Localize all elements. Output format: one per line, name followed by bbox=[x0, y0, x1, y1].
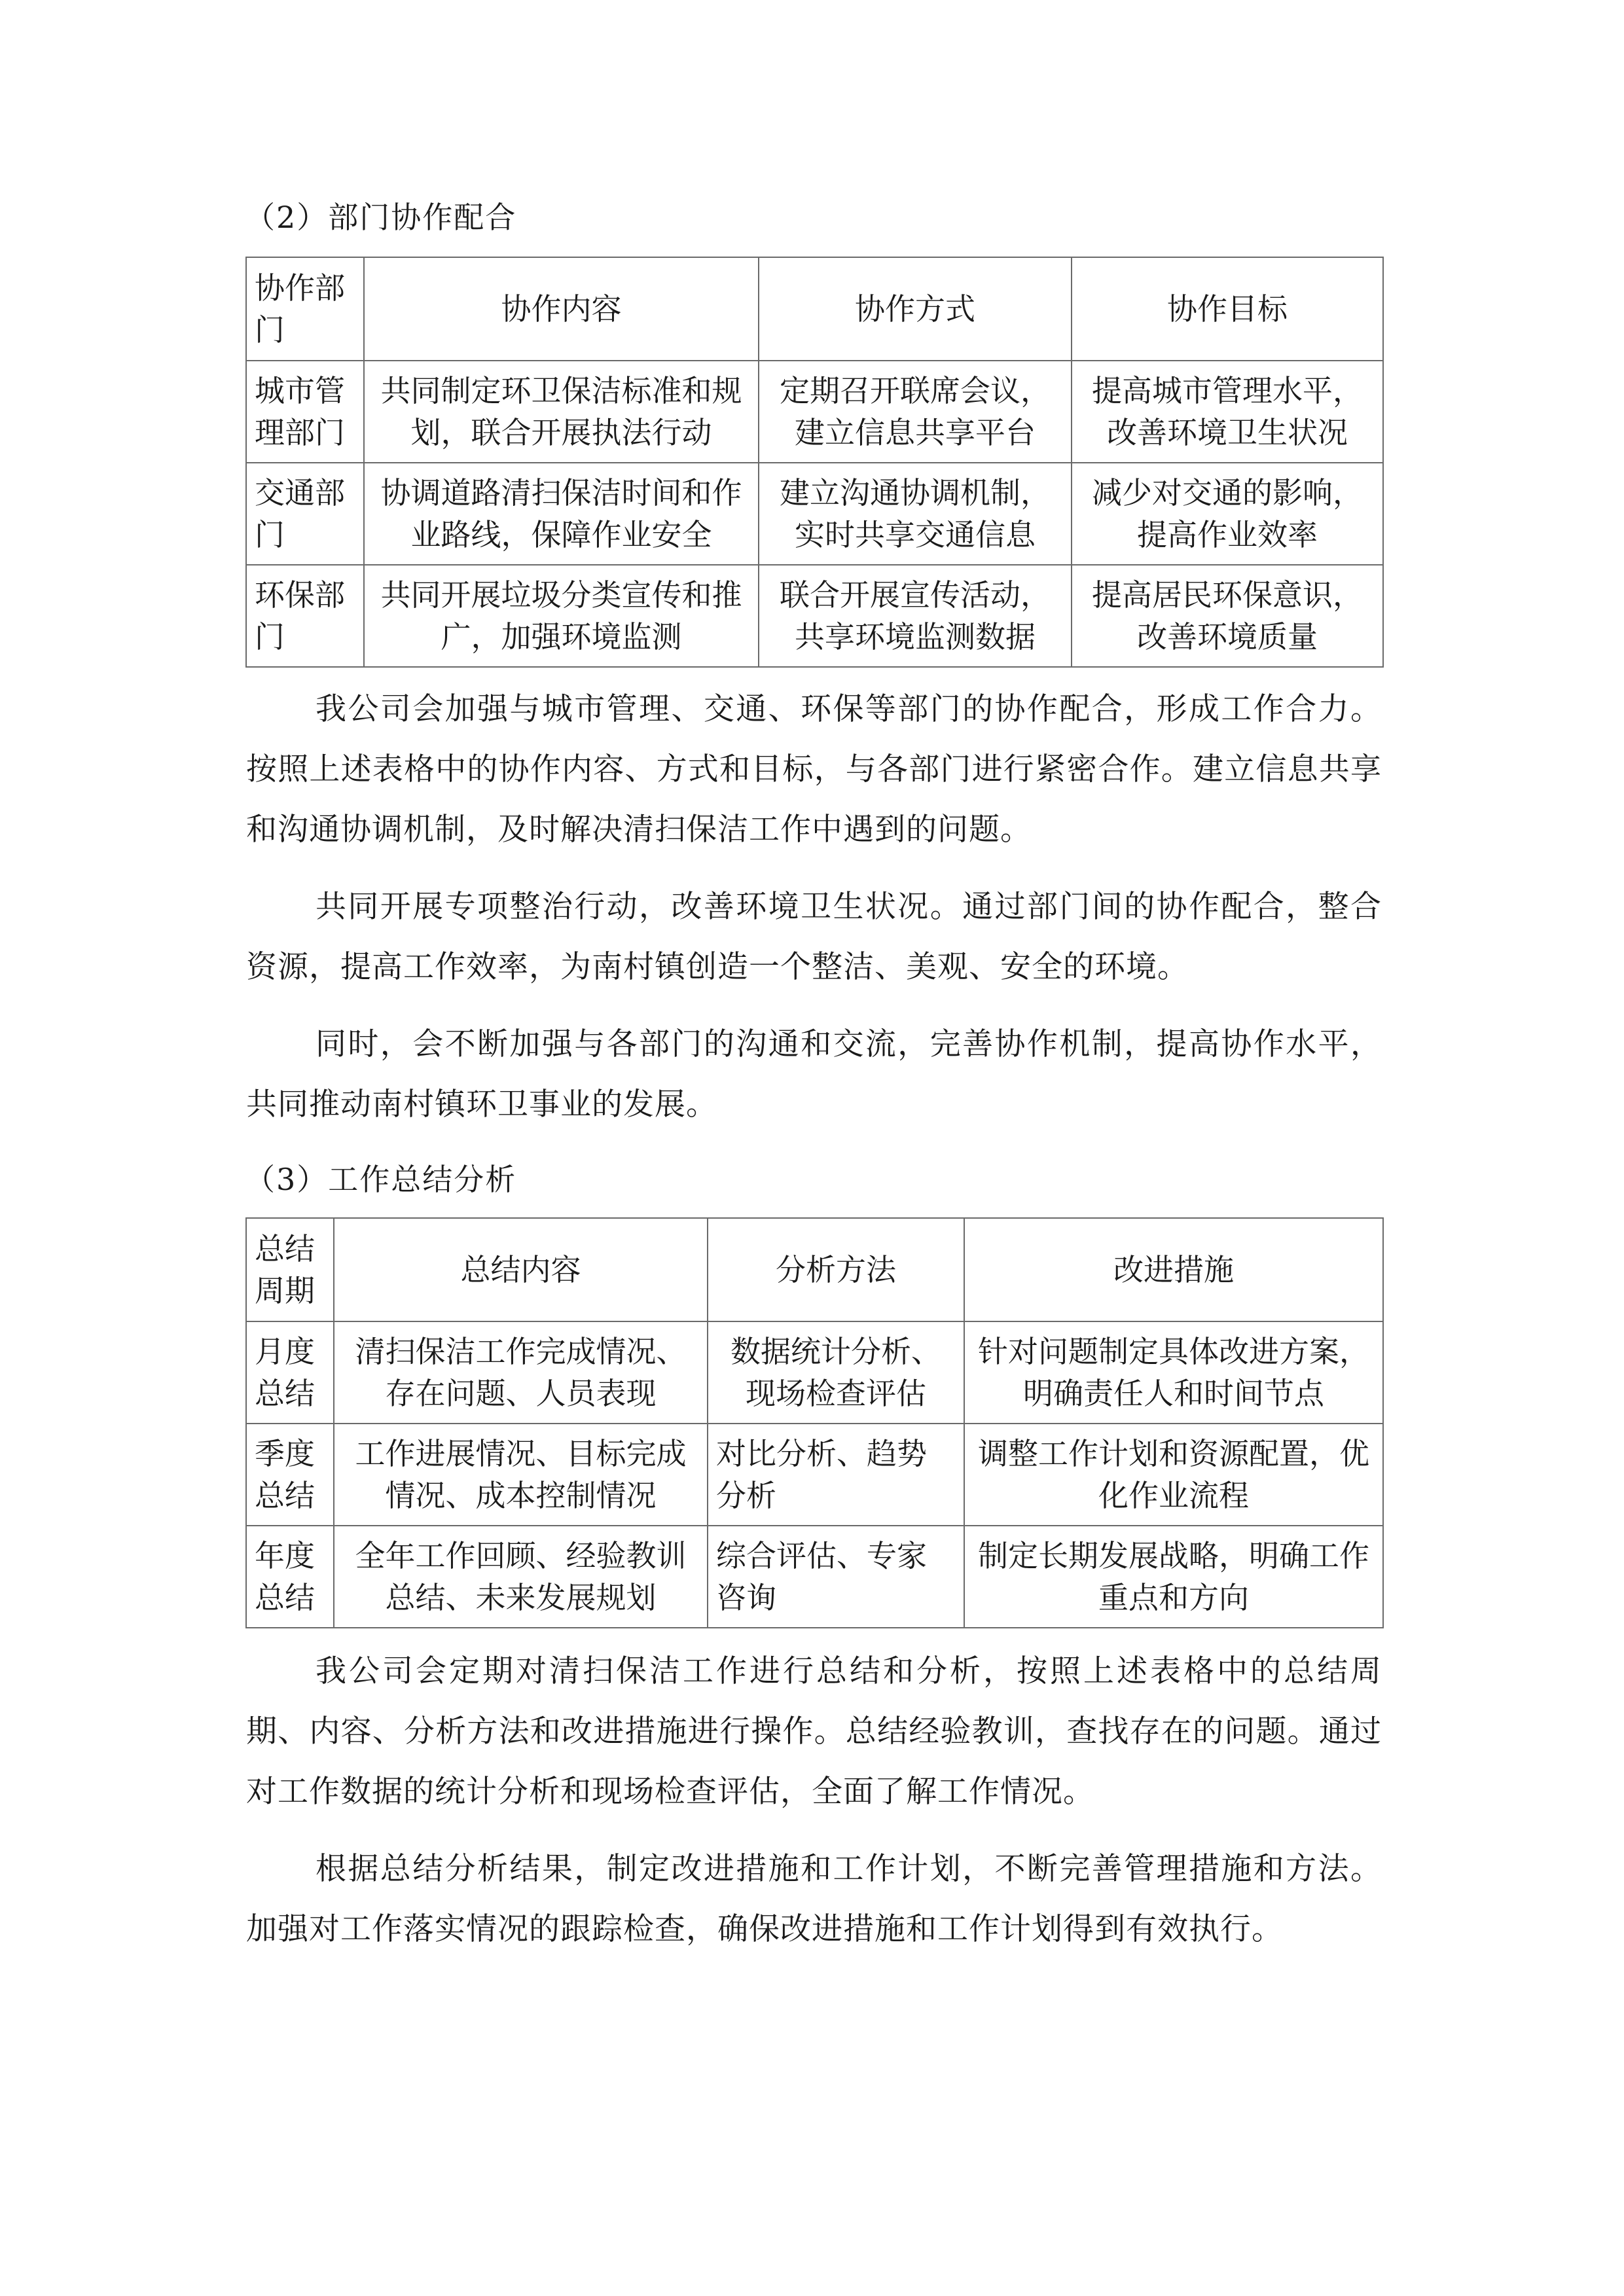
table-cell: 协调道路清扫保洁时间和作业路线，保障作业安全 bbox=[364, 463, 759, 565]
table-cell: 定期召开联席会议，建立信息共享平台 bbox=[759, 361, 1072, 463]
table-cell: 年度总结 bbox=[246, 1526, 334, 1628]
table-cell: 全年工作回顾、经验教训总结、未来发展规划 bbox=[334, 1526, 708, 1628]
table-cell: 清扫保洁工作完成情况、存在问题、人员表现 bbox=[334, 1321, 708, 1424]
paragraph: 共同开展专项整治行动，改善环境卫生状况。通过部门间的协作配合，整合资源，提高工作效率，为南村镇创造一个整洁、美观、安全的环境。 bbox=[246, 889, 1382, 985]
header-cell: 协作内容 bbox=[364, 257, 759, 361]
paragraph: 我公司会加强与城市管理、交通、环保等部门的协作配合，形成工作合力。按照上述表格中的协作内容、方式和目标，与各部门进行紧密合作。建立信息共享和沟通协调机制，及时解决清扫保洁工作中遇到的问题。 bbox=[246, 691, 1382, 848]
table-cell: 减少对交通的影响，提高作业效率 bbox=[1072, 463, 1383, 565]
table-row bbox=[246, 1424, 1383, 1526]
table-cell: 联合开展宣传活动，共享环境监测数据 bbox=[759, 565, 1072, 667]
section-heading-work-summary: （3）工作总结分析 bbox=[245, 1162, 517, 1197]
header-cell: 总结周期 bbox=[246, 1218, 334, 1321]
table-cell: 数据统计分析、现场检查评估 bbox=[708, 1321, 964, 1424]
table-row bbox=[246, 565, 1383, 667]
table-row bbox=[246, 361, 1383, 463]
paragraph: 我公司会定期对清扫保洁工作进行总结和分析，按照上述表格中的总结周期、内容、分析方法和改进措施进行操作。总结经验教训，查找存在的问题。通过对工作数据的统计分析和现场检查评估，全面了解工作情况。 bbox=[246, 1653, 1382, 1810]
paragraph: 根据总结分析结果，制定改进措施和工作计划，不断完善管理措施和方法。加强对工作落实情况的跟踪检查，确保改进措施和工作计划得到有效执行。 bbox=[246, 1851, 1382, 1947]
table-cell: 提高居民环保意识，改善环境质量 bbox=[1072, 565, 1383, 667]
table-cell: 交通部门 bbox=[246, 463, 364, 565]
header-cell: 分析方法 bbox=[708, 1218, 964, 1321]
department-cooperation-table bbox=[245, 257, 1384, 668]
table-row bbox=[246, 1321, 1383, 1424]
table-cell: 制定长期发展战略，明确工作重点和方向 bbox=[964, 1526, 1383, 1628]
table-cell: 调整工作计划和资源配置，优化作业流程 bbox=[964, 1424, 1383, 1526]
table-cell: 综合评估、专家咨询 bbox=[708, 1526, 964, 1628]
table-cell: 环保部门 bbox=[246, 565, 364, 667]
table-cell: 共同开展垃圾分类宣传和推广，加强环境监测 bbox=[364, 565, 759, 667]
header-cell: 协作目标 bbox=[1072, 257, 1383, 361]
table-cell: 建立沟通协调机制，实时共享交通信息 bbox=[759, 463, 1072, 565]
table-row bbox=[246, 463, 1383, 565]
table-cell: 工作进展情况、目标完成情况、成本控制情况 bbox=[334, 1424, 708, 1526]
header-cell: 协作部门 bbox=[246, 257, 364, 361]
table-header-row bbox=[246, 1218, 1383, 1321]
table-cell: 月度总结 bbox=[246, 1321, 334, 1424]
table-cell: 提高城市管理水平，改善环境卫生状况 bbox=[1072, 361, 1383, 463]
table-cell: 对比分析、趋势分析 bbox=[708, 1424, 964, 1526]
header-cell: 总结内容 bbox=[334, 1218, 708, 1321]
section-heading-department-cooperation: （2）部门协作配合 bbox=[245, 200, 517, 235]
table-cell: 针对问题制定具体改进方案，明确责任人和时间节点 bbox=[964, 1321, 1383, 1424]
table-row bbox=[246, 1526, 1383, 1628]
table-cell: 季度总结 bbox=[246, 1424, 334, 1526]
header-cell: 改进措施 bbox=[964, 1218, 1383, 1321]
table-header-row bbox=[246, 257, 1383, 361]
table-cell: 共同制定环卫保洁标准和规划，联合开展执法行动 bbox=[364, 361, 759, 463]
table-cell: 城市管理部门 bbox=[246, 361, 364, 463]
header-cell: 协作方式 bbox=[759, 257, 1072, 361]
work-summary-table bbox=[245, 1217, 1384, 1628]
paragraph: 同时，会不断加强与各部门的沟通和交流，完善协作机制，提高协作水平，共同推动南村镇环卫事业的发展。 bbox=[246, 1026, 1382, 1122]
